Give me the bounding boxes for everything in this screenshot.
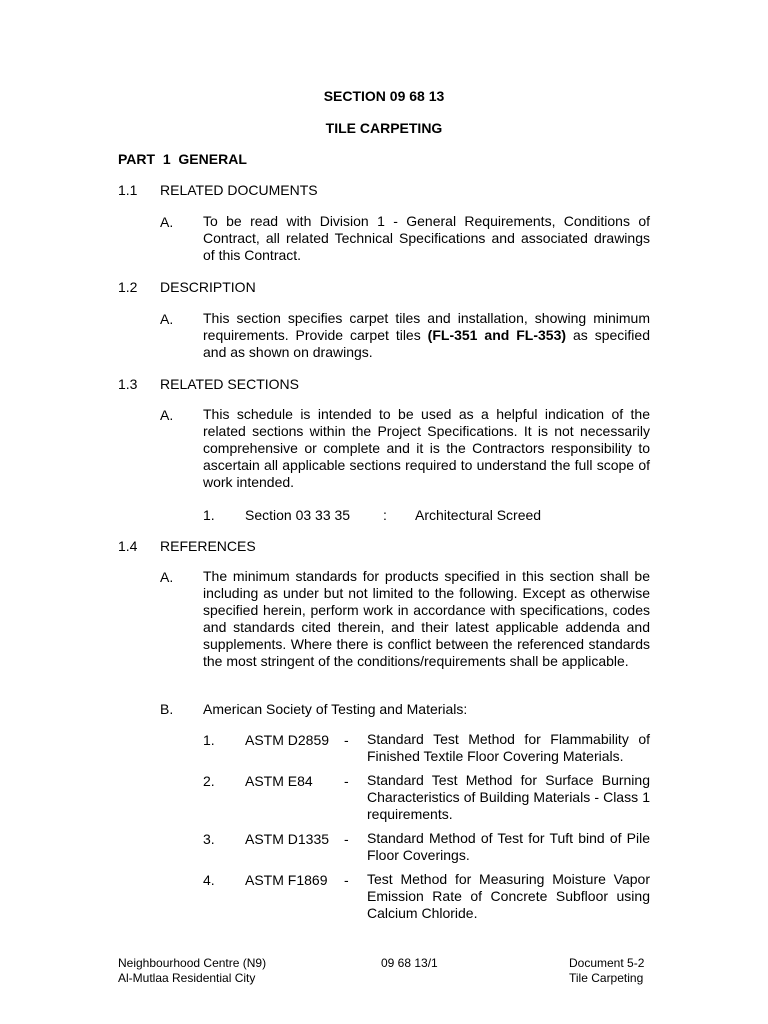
paragraph-text: This schedule is intended to be used as a helpful indication of the related sections within the Project Specifications. It is not necessarily comprehensive or complete and it is the Contractors responsibility to ascertain all applicable sections required to understand the full scope of work intended. [203, 406, 650, 490]
list-item-reference: Section 03 33 35 [245, 507, 351, 523]
footer-project-name: Neighbourhood Centre (N9) [118, 956, 267, 970]
list-item-dash: - [344, 773, 349, 789]
article-title: RELATED DOCUMENTS [160, 182, 318, 198]
list-item-number: 1. [203, 732, 215, 748]
article-number: 1.4 [118, 538, 138, 554]
paragraph-label: A. [160, 569, 174, 585]
list-item-dash: - [344, 732, 349, 748]
list-item-number: 3. [203, 831, 215, 847]
list-item-code: ASTM E84 [245, 773, 313, 789]
article-number: 1.2 [118, 279, 138, 295]
article-title: RELATED SECTIONS [160, 376, 299, 392]
paragraph-label: A. [160, 407, 174, 423]
paragraph-label: A. [160, 311, 174, 327]
footer-project-location: Al-Mutlaa Residential City [118, 971, 256, 985]
section-number-title: SECTION 09 68 13 [323, 88, 445, 104]
paragraph-text: American Society of Testing and Materials: [203, 701, 468, 717]
article-number: 1.1 [118, 182, 138, 198]
list-item-number: 2. [203, 773, 215, 789]
paragraph-label: A. [160, 214, 174, 230]
part-heading: PART 1 GENERAL [118, 151, 247, 167]
article-title: DESCRIPTION [160, 279, 256, 295]
list-item-description: Standard Method of Test for Tuft bind of Pile Floor Coverings. [367, 830, 650, 863]
list-item-code: ASTM D2859 [245, 732, 330, 748]
paragraph-text: The minimum standards for products specified in this section shall be including as under but not limited to the following. Except as otherwise specified herein, perform work in accordance with specifications, codes and standards cited therein, and their latest applicable addenda and supplements. Where there is conflict between the referenced standards the most stringent of the conditions/requirements shall be applicable. [203, 568, 650, 669]
section-name-title: TILE CARPETING [325, 120, 443, 136]
list-item-description: Standard Test Method for Surface Burning Characteristics of Building Materials - Class 1 requirements. [367, 772, 650, 822]
list-item-description: Architectural Screed [415, 507, 542, 523]
article-number: 1.3 [118, 376, 138, 392]
paragraph-text-part: as specified and as shown on drawings. [203, 327, 650, 360]
paragraph-label: B. [160, 701, 174, 717]
list-item-dash: - [344, 831, 349, 847]
list-item-description: Standard Test Method for Flammability of Finished Textile Floor Covering Materials. [367, 731, 650, 764]
paragraph-text [203, 310, 650, 361]
paragraph-text-bold: (FL-351 and FL-353) [427, 327, 567, 343]
article-title: REFERENCES [160, 538, 256, 554]
list-item-dash: - [344, 872, 349, 888]
list-item-number: 1. [203, 507, 215, 523]
footer-document-title: Tile Carpeting [569, 971, 644, 985]
list-item-separator: : [383, 507, 387, 523]
list-item-description: Test Method for Measuring Moisture Vapor Emission Rate of Concrete Subfloor using Calcium Chloride. [367, 871, 650, 921]
footer-document-number: Document 5-2 [569, 956, 645, 970]
list-item-code: ASTM F1869 [245, 872, 328, 888]
paragraph-text: To be read with Division 1 - General Requirements, Conditions of Contract, all related Technical Specifications and associated drawings of this Contract. [203, 213, 650, 263]
paragraph-text-part: This section specifies carpet tiles and installation, showing minimum requirements. Provide carpet tiles [203, 310, 650, 343]
list-item-code: ASTM D1335 [245, 831, 330, 847]
list-item-number: 4. [203, 872, 215, 888]
footer-page-number: 09 68 13/1 [381, 956, 438, 970]
